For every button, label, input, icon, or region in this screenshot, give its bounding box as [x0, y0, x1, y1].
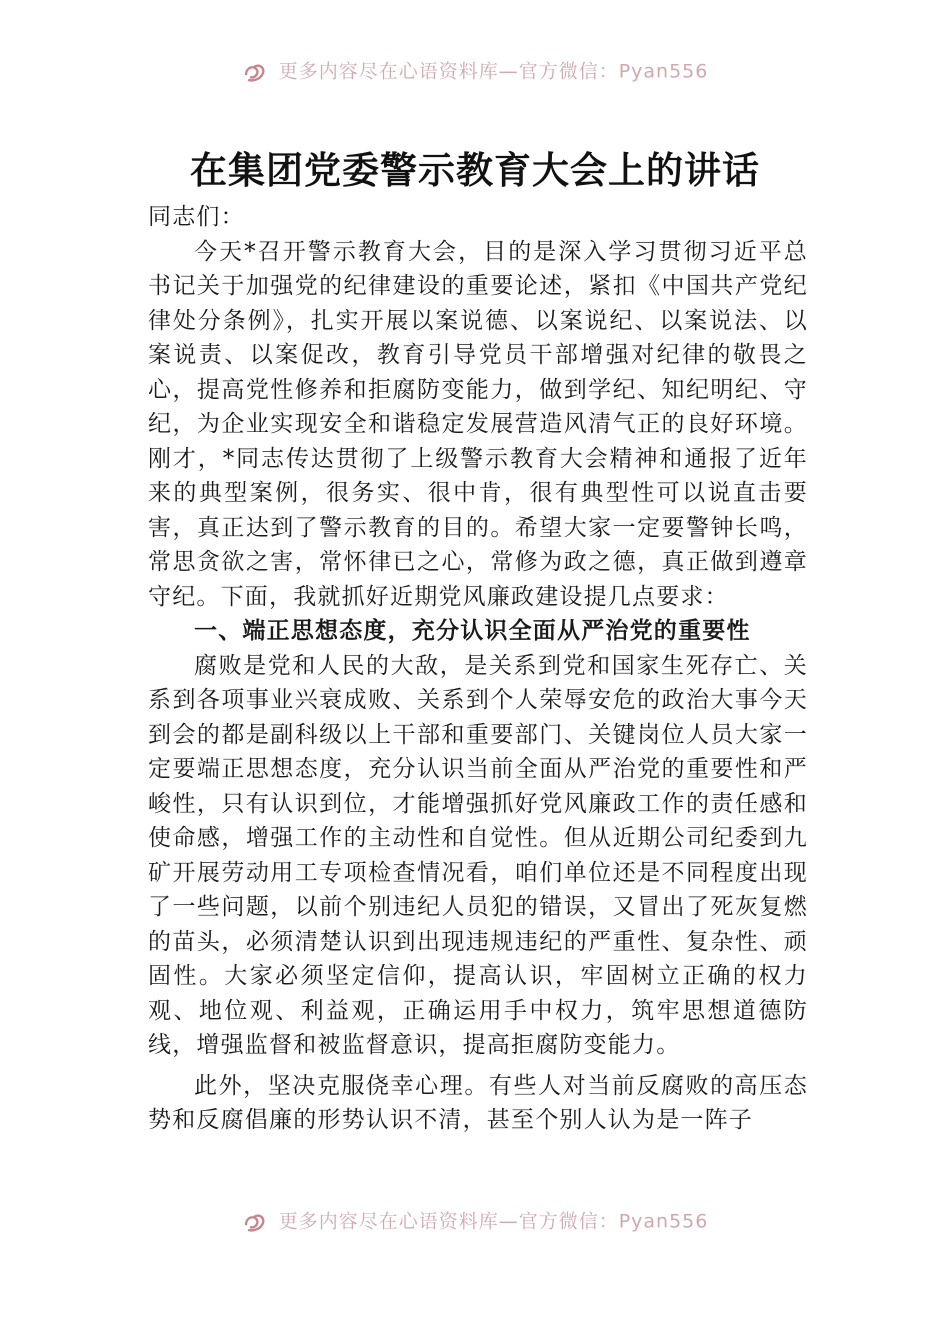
intro-paragraph: 今天*召开警示教育大会，目的是深入学习贯彻习近平总书记关于加强党的纪律建设的重要论述，紧扣《中国共产党纪律处分条例》，扎实开展以案说德、以案说纪、以案说法、以案说责、以案促改，教育引导党员干部增强对纪律的敬畏之心，提高党性修养和拒腐防变能力，做到学纪、知纪明纪、守纪，为企业实现安全和谐稳定发展营造风清气正的良好环境。刚才，*同志传达贯彻了上级警示教育大会精神和通报了近年来的典型案例，很务实、很中肯，很有典型性可以说直击要害，真正达到了警示教育的目的。希望大家一定要警钟长鸣，常思贪欲之害，常怀律已之心，常修为政之德，真正做到遵章守纪。下面，我就抓好近期党风廉政建设提几点要求：: [148, 238, 808, 610]
watermark-logo-icon: [242, 1211, 268, 1233]
section1-paragraph-1: 腐败是党和人民的大敌，是关系到党和国家生死存亡、关系到各项事业兴衰成败、关系到个人荣辱安危的政治大事今天到会的都是副科级以上干部和重要部门、关键岗位人员大家一定要端正思想态度，充分认识当前全面从严治党的重要性和严峻性，只有认识到位，才能增强抓好党风廉政工作的责任感和使命感，增强工作的主动性和自觉性。但从近期公司纪委到九矿开展劳动用工专项检查情况看，咱们单位还是不同程度出现了一些问题，以前个别违纪人员犯的错误，又冒出了死灰复燃的苗头，必须清楚认识到出现违规违纪的严重性、复杂性、顽固性。大家必须坚定信仰，提高认识，牢固树立正确的权力观、地位观、利益观，正确运用手中权力，筑牢思想道德防线，增强监督和被监督意识，提高拒腐防变能力。: [148, 652, 808, 1058]
document-title: 在集团党委警示教育大会上的讲话: [190, 148, 760, 192]
watermark-bottom: [0, 1206, 950, 1236]
watermark-text: 更多内容尽在心语资料库—官方微信：Pyan556: [278, 60, 709, 83]
watermark-logo-icon: [242, 61, 268, 83]
watermark-top: [0, 56, 950, 86]
watermark-text: 更多内容尽在心语资料库—官方微信：Pyan556: [278, 1210, 709, 1233]
section1-paragraph-2: 此外，坚决克服侥幸心理。有些人对当前反腐败的高压态势和反腐倡廉的形势认识不清，甚至个别人认为是一阵子: [148, 1072, 808, 1133]
salutation: 同志们：: [148, 204, 245, 230]
document-body: [148, 200, 808, 1138]
section-heading-1: 一、端正思想态度，充分认识全面从严治党的重要性: [194, 618, 751, 644]
